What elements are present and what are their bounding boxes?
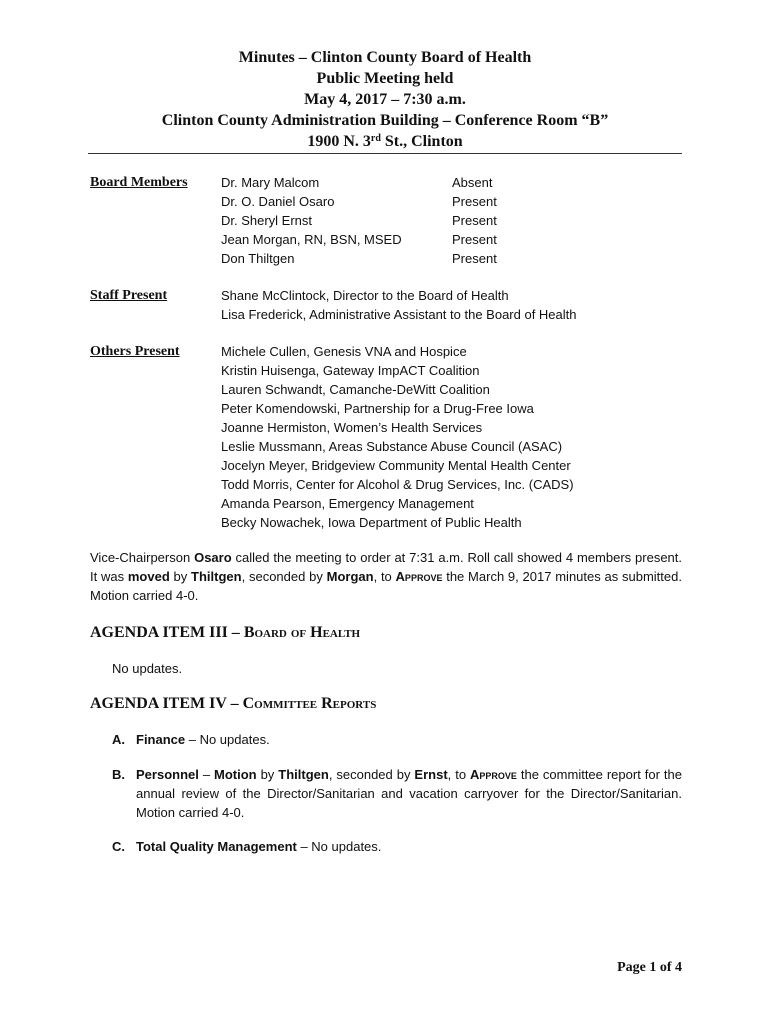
- attendee: Peter Komendowski, Partnership for a Drug-Free Iowa: [221, 401, 534, 416]
- item-title: Total Quality Management: [136, 839, 297, 854]
- board-member-name: Jean Morgan, RN, BSN, MSED: [221, 232, 402, 247]
- committee-item-tqm: C. Total Quality Management – No updates.: [112, 839, 382, 854]
- attendee: Todd Morris, Center for Alcohol & Drug Services, Inc. (CADS): [221, 477, 574, 492]
- attendee: Kristin Huisenga, Gateway ImpACT Coalition: [221, 363, 480, 378]
- address-pre: 1900 N. 3: [307, 133, 371, 150]
- item-title: Personnel: [136, 767, 199, 782]
- minutes-title-block: [88, 47, 682, 152]
- board-member-name: Dr. O. Daniel Osaro: [221, 194, 335, 209]
- title-line-2: Public Meeting held: [316, 70, 454, 87]
- staff-list: [221, 286, 577, 324]
- committee-item-personnel: B. Personnel – Motion by Thiltgen, seconded by Ernst, to Approve the committee report for the annual review of the Director/Sanitarian and vacation carryover for the Director/Sanitarian. Motion carried 4-0.: [112, 767, 682, 820]
- call-to-order-paragraph: Vice-Chairperson Osaro called the meeting to order at 7:31 a.m. Roll call showed 4 members present. It was moved by Thiltgen, seconded by Morgan, to Approve the March 9, 2017 minutes as submitted. Motion carried 4-0.: [90, 550, 683, 603]
- agenda-item-3-heading: AGENDA ITEM III – Board of Health: [90, 624, 361, 641]
- title-line-1: Minutes – Clinton County Board of Health: [238, 49, 532, 66]
- title-line-4: Clinton County Administration Building – Conference Room “B”: [161, 112, 609, 129]
- address-post: St., Clinton: [380, 133, 463, 150]
- board-member-name: Dr. Mary Malcom: [221, 175, 320, 190]
- attendee: Becky Nowachek, Iowa Department of Public Health: [221, 515, 522, 530]
- attendance-status: Present: [452, 194, 497, 209]
- board-members-section: [90, 173, 682, 269]
- staff-member: Shane McClintock, Director to the Board of Health: [221, 288, 509, 303]
- agenda-item-3-text: No updates.: [112, 661, 183, 676]
- board-members-label: Board Members: [90, 175, 188, 190]
- address-sup: rd: [370, 133, 381, 144]
- agenda-item-4-heading: AGENDA ITEM IV – Committee Reports: [90, 695, 377, 712]
- attendee: Jocelyn Meyer, Bridgeview Community Mental Health Center: [221, 458, 571, 473]
- staff-present-label: Staff Present: [90, 288, 168, 303]
- item-letter: B.: [112, 767, 125, 782]
- board-member-name: Dr. Sheryl Ernst: [221, 213, 313, 228]
- title-line-3: May 4, 2017 – 7:30 a.m.: [304, 91, 466, 108]
- page-number: Page 1 of 4: [617, 960, 682, 975]
- others-present-section: [90, 342, 682, 534]
- attendee: Joanne Hermiston, Women’s Health Services: [221, 420, 483, 435]
- others-present-label: Others Present: [90, 344, 180, 359]
- attendee: Lauren Schwandt, Camanche-DeWitt Coalition: [221, 382, 490, 397]
- item-title: Finance: [136, 732, 186, 747]
- staff-present-section: [90, 286, 682, 326]
- board-member-names: [221, 173, 402, 268]
- item-letter: A.: [112, 732, 125, 747]
- attendee: Amanda Pearson, Emergency Management: [221, 496, 474, 511]
- committee-item-finance: A. Finance – No updates.: [112, 732, 270, 747]
- item-letter: C.: [112, 839, 125, 854]
- attendance-status: Present: [452, 251, 497, 266]
- attendee: Michele Cullen, Genesis VNA and Hospice: [221, 344, 467, 359]
- staff-member: Lisa Frederick, Administrative Assistant to the Board of Health: [221, 307, 577, 322]
- board-member-statuses: [452, 173, 497, 268]
- attendee: Leslie Mussmann, Areas Substance Abuse Council (ASAC): [221, 439, 563, 454]
- attendance-status: Absent: [452, 175, 493, 190]
- title-divider: [88, 153, 682, 154]
- others-list: [221, 342, 574, 532]
- board-member-name: Don Thiltgen: [221, 251, 295, 266]
- title-line-5: [88, 131, 682, 152]
- attendance-status: Present: [452, 232, 497, 247]
- attendance-status: Present: [452, 213, 497, 228]
